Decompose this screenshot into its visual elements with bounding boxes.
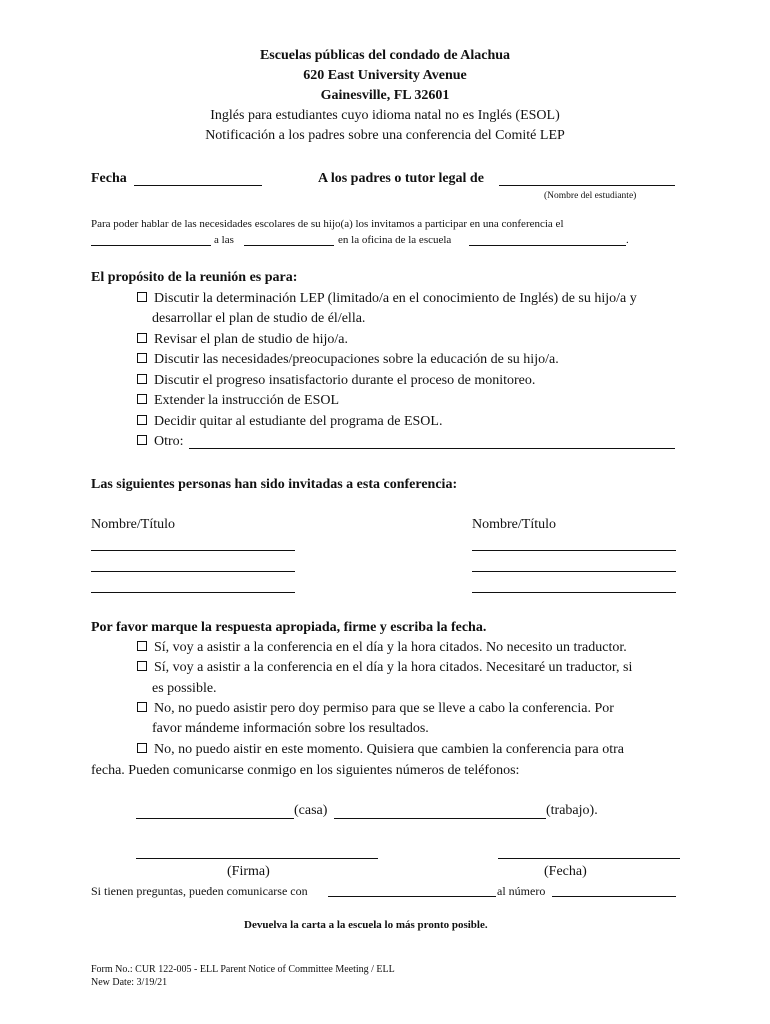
fecha-sign-label: (Fecha) [544, 864, 587, 879]
response-option-label: Sí, voy a asistir a la conferencia en el día y la hora citados. Necesitaré un traductor, si [154, 660, 633, 675]
invited-col-right: Nombre/Título [472, 517, 556, 532]
school-city: Gainesville, FL 32601 [320, 88, 450, 103]
al-numero-label: al número [497, 884, 546, 898]
invited-name-field[interactable] [91, 571, 295, 572]
checkbox[interactable] [137, 641, 147, 651]
invite-office: en la oficina de la escuela [338, 234, 452, 246]
response-option-label: No, no puedo asistir pero doy permiso para que se lleve a cabo la conferencia. Por [154, 701, 614, 716]
purpose-item [137, 332, 348, 348]
response-option-continuation: fecha. Pueden comunicarse conmigo en los siguientes números de teléfonos: [91, 763, 520, 778]
purpose-item [137, 291, 637, 307]
checkbox[interactable] [137, 743, 147, 753]
invited-heading: Las siguientes personas han sido invitadas a esta conferencia: [91, 477, 458, 492]
checkbox[interactable] [137, 394, 147, 404]
fecha-label: Fecha [91, 171, 127, 186]
purpose-item [137, 434, 184, 450]
student-name-caption: (Nombre del estudiante) [544, 191, 637, 201]
other-field[interactable] [189, 448, 675, 449]
checkbox[interactable] [137, 353, 147, 363]
checkbox[interactable] [137, 333, 147, 343]
response-option [137, 742, 624, 758]
purpose-heading: El propósito de la reunión es para: [91, 270, 298, 285]
checkbox[interactable] [137, 415, 147, 425]
fecha-field[interactable] [134, 185, 262, 186]
school-name: Escuelas públicas del condado de Alachua [259, 48, 511, 63]
invited-name-field[interactable] [91, 592, 295, 593]
questions-text: Si tienen preguntas, pueden comunicarse con [91, 884, 308, 898]
purpose-item [137, 414, 442, 430]
parents-label: A los padres o tutor legal de [318, 171, 484, 186]
response-option-continuation: es possible. [152, 681, 217, 696]
purpose-item-label: Revisar el plan de studio de hijo/a. [154, 332, 349, 347]
trabajo-label: (trabajo). [546, 803, 598, 818]
form-date: New Date: 3/19/21 [91, 977, 168, 988]
response-option [137, 640, 627, 656]
return-note: Devuelva la carta a la escuela lo más pronto posible. [244, 919, 488, 931]
notice-title: Notificación a los padres sobre una conferencia del Comité LEP [205, 128, 565, 143]
response-option-label: No, no puedo aistir en este momento. Quisiera que cambien la conferencia para otra [154, 742, 624, 757]
checkbox[interactable] [137, 374, 147, 384]
conference-time-field[interactable] [244, 245, 334, 246]
response-heading: Por favor marque la respuesta apropiada, firme y escriba la fecha. [91, 620, 487, 635]
school-address: 620 East University Avenue [303, 68, 467, 83]
signature-field[interactable] [136, 858, 378, 859]
response-option [137, 660, 632, 676]
purpose-item-continuation: desarrollar el plan de studio de él/ella. [152, 311, 366, 326]
invited-name-field[interactable] [472, 550, 676, 551]
invited-name-field[interactable] [472, 571, 676, 572]
contact-number-field[interactable] [552, 896, 676, 897]
student-name-field[interactable] [499, 185, 675, 186]
firma-label: (Firma) [227, 864, 270, 879]
checkbox[interactable] [137, 292, 147, 302]
home-phone-field[interactable] [136, 818, 294, 819]
response-option-label: Sí, voy a asistir a la conferencia en el día y la hora citados. No necesito un traductor. [154, 640, 627, 655]
program-title: Inglés para estudiantes cuyo idioma natal no es Inglés (ESOL) [210, 108, 560, 123]
purpose-item-label: Discutir la determinación LEP (limitado/a en el conocimiento de Inglés) de su hijo/a y [154, 291, 637, 306]
response-option [137, 701, 614, 717]
invited-col-left: Nombre/Título [91, 517, 175, 532]
contact-name-field[interactable] [328, 896, 496, 897]
signature-date-field[interactable] [498, 858, 680, 859]
purpose-item-label: Discutir el progreso insatisfactorio durante el proceso de monitoreo. [154, 373, 536, 388]
school-office-field[interactable] [469, 245, 626, 246]
purpose-item-label: Decidir quitar al estudiante del programa de ESOL. [154, 414, 443, 429]
form-number: Form No.: CUR 122-005 - ELL Parent Notice of Committee Meeting / ELL [91, 964, 395, 975]
invite-a-las: a las [214, 234, 234, 246]
checkbox[interactable] [137, 435, 147, 445]
conference-date-field[interactable] [91, 245, 211, 246]
response-option-continuation: favor mándeme información sobre los resultados. [152, 721, 429, 736]
invite-period: . [626, 234, 629, 246]
purpose-item-label: Discutir las necesidades/preocupaciones sobre la educación de su hijo/a. [154, 352, 559, 367]
checkbox[interactable] [137, 702, 147, 712]
casa-label: (casa) [294, 803, 328, 818]
purpose-item [137, 352, 559, 368]
purpose-item-label: Otro: [154, 434, 184, 449]
invited-name-field[interactable] [91, 550, 295, 551]
purpose-item-label: Extender la instrucción de ESOL [154, 393, 340, 408]
checkbox[interactable] [137, 661, 147, 671]
work-phone-field[interactable] [334, 818, 546, 819]
invite-text: Para poder hablar de las necesidades escolares de su hijo(a) los invitamos a participar en una conferencia el [91, 218, 564, 230]
invited-name-field[interactable] [472, 592, 676, 593]
purpose-item [137, 373, 535, 389]
purpose-item [137, 393, 339, 409]
